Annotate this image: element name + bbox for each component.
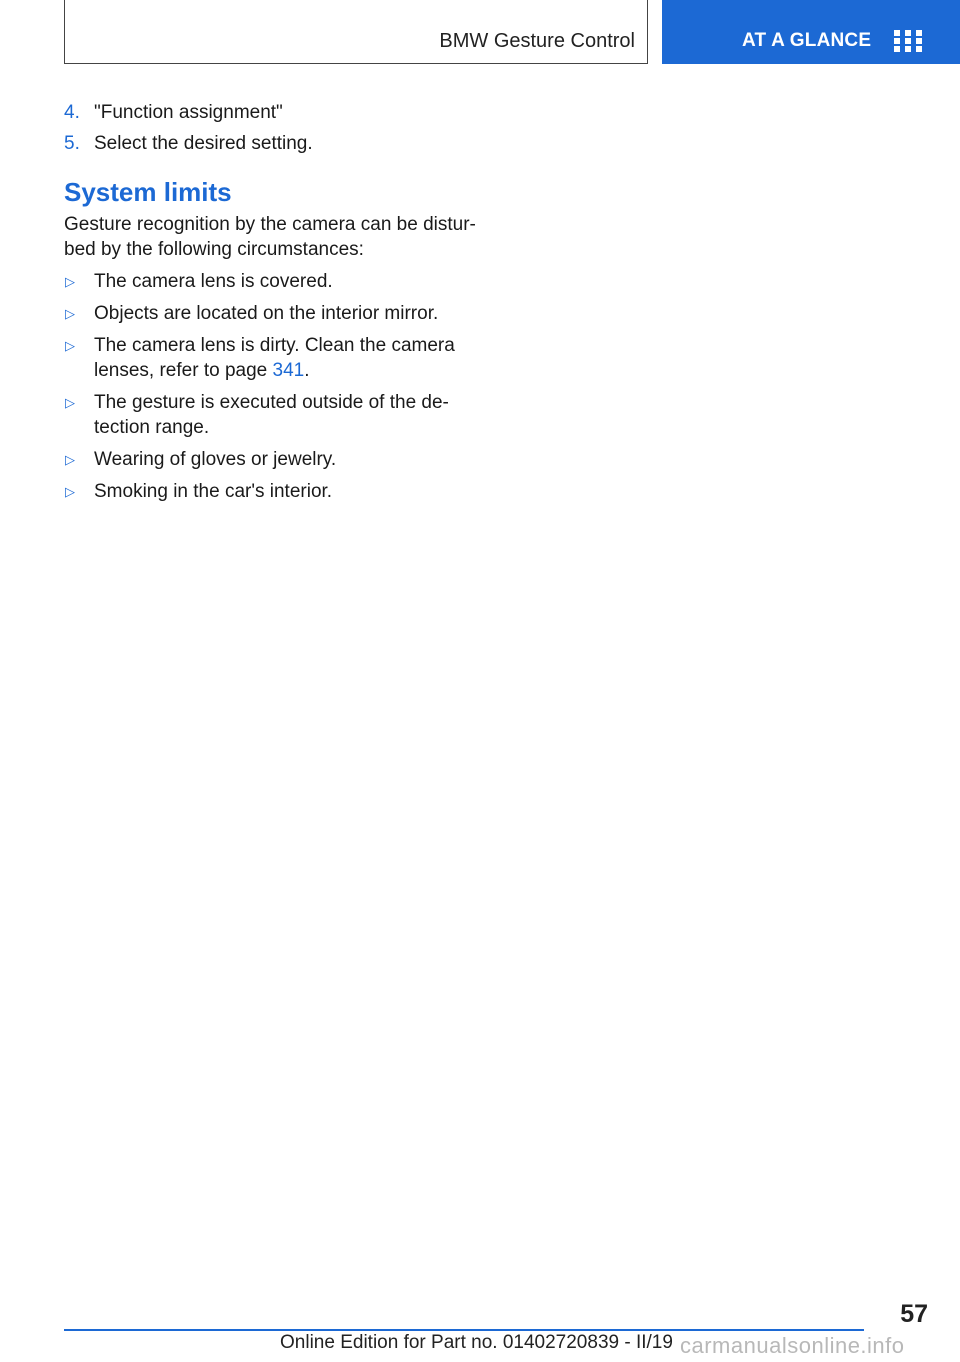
grid-icon bbox=[894, 30, 922, 52]
edition-note: Online Edition for Part no. 01402720839 - II/19 bbox=[280, 1332, 673, 1353]
triangle-bullet-icon: ▷ bbox=[65, 395, 75, 410]
step-text: Select the desired setting. bbox=[94, 133, 313, 154]
list-item bbox=[64, 447, 484, 472]
list-item bbox=[64, 301, 484, 326]
bullet-list bbox=[64, 269, 484, 504]
bullet-text: Wearing of gloves or jewelry. bbox=[94, 449, 337, 470]
page-reference-link[interactable]: 341 bbox=[272, 360, 305, 381]
bullet-body bbox=[94, 333, 455, 383]
bullet-text-end: . bbox=[304, 360, 310, 381]
watermark: carmanualsonline.info bbox=[680, 1333, 905, 1358]
section-intro bbox=[64, 212, 484, 262]
triangle-bullet-icon: ▷ bbox=[65, 274, 75, 289]
step-item bbox=[64, 131, 484, 156]
list-item bbox=[64, 333, 484, 383]
triangle-bullet-icon: ▷ bbox=[65, 306, 75, 321]
intro-line: Gesture recognition by the camera can be distur‐ bed by the following circumstances: bbox=[64, 214, 476, 260]
list-item bbox=[64, 269, 484, 294]
bullet-text: Objects are located on the interior mirror. bbox=[94, 303, 439, 324]
header-title-box bbox=[64, 0, 648, 64]
bullet-text: Smoking in the car's interior. bbox=[94, 481, 333, 502]
page-number: 57 bbox=[900, 1300, 928, 1328]
section-tab-label: AT A GLANCE bbox=[742, 30, 872, 51]
triangle-bullet-icon: ▷ bbox=[65, 452, 75, 467]
triangle-bullet-icon: ▷ bbox=[65, 484, 75, 499]
bullet-text: The camera lens is dirty. Clean the camera lenses, refer to page bbox=[94, 335, 455, 381]
list-item bbox=[64, 479, 484, 504]
footer-divider bbox=[64, 1329, 864, 1331]
section-tab[interactable] bbox=[662, 0, 960, 64]
list-item bbox=[64, 390, 484, 440]
step-number: 4. bbox=[64, 102, 80, 123]
section-heading: System limits bbox=[64, 177, 232, 207]
step-text: "Function assignment" bbox=[94, 102, 283, 123]
page-content bbox=[64, 100, 484, 504]
bullet-text: The camera lens is covered. bbox=[94, 271, 333, 292]
step-number: 5. bbox=[64, 133, 80, 154]
step-item bbox=[64, 100, 484, 125]
chapter-title: BMW Gesture Control bbox=[439, 30, 635, 52]
bullet-text: The gesture is executed outside of the de‐ tection range. bbox=[94, 392, 449, 438]
triangle-bullet-icon: ▷ bbox=[65, 338, 75, 353]
